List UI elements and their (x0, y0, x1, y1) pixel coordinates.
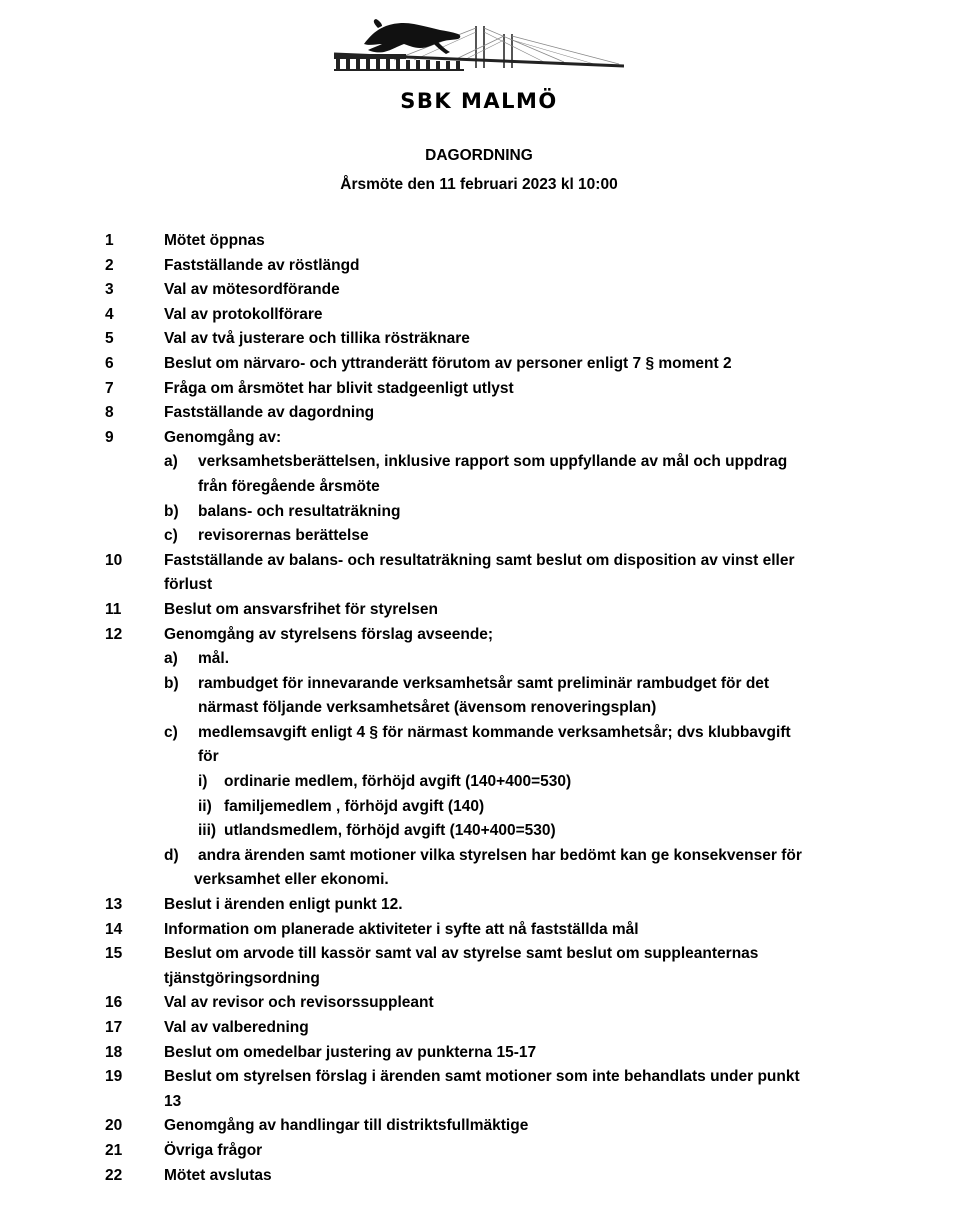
page-subtitle: Årsmöte den 11 februari 2023 kl 10:00 (340, 176, 618, 193)
subitem-text: andra ärenden samt motioner vilka styrelsen har bedömt kan ge konsekvenser för (198, 846, 802, 864)
subitem-letter: a) (164, 453, 178, 471)
item-number: 1 (105, 232, 114, 249)
dog-bridge-logo-icon (334, 18, 624, 88)
agenda-item (0, 329, 958, 354)
agenda-item-continuation (0, 1092, 958, 1117)
subsubitem-roman: ii) (198, 797, 212, 815)
item-text: Beslut om omedelbar justering av punkterna 15-17 (164, 1043, 537, 1061)
item-text: Mötet öppnas (164, 232, 265, 249)
subitem-letter: b) (164, 674, 179, 692)
agenda-item (0, 1116, 958, 1141)
agenda-subitem (0, 723, 958, 748)
agenda-item-continuation (0, 969, 958, 994)
page-title: DAGORDNING (425, 147, 533, 164)
agenda-subitem (0, 502, 958, 527)
agenda-item (0, 354, 958, 379)
agenda-item (0, 625, 958, 650)
agenda-subsubitem (0, 797, 958, 822)
item-text: Beslut om styrelsen förslag i ärenden samt motioner som inte behandlats under punkt (164, 1068, 800, 1086)
subitem-letter: a) (164, 650, 178, 668)
item-number: 2 (105, 256, 114, 274)
item-text: Val av två justerare och tillika rösträknare (164, 330, 470, 348)
subitem-text: balans- och resultaträkning (198, 502, 401, 520)
subitem-text: medlemsavgift enligt 4 § för närmast kommande verksamhetsår; dvs klubbavgift (198, 723, 791, 741)
item-text: Beslut i ärenden enligt punkt 12. (164, 896, 403, 914)
item-number: 22 (105, 1166, 123, 1184)
agenda-subsubitem (0, 772, 958, 797)
subitem-text: rambudget för innevarande verksamhetsår samt preliminär rambudget för det (198, 674, 770, 692)
subsubitem-text: utlandsmedlem, förhöjd avgift (140+400=530) (224, 822, 556, 840)
item-number: 18 (105, 1043, 123, 1061)
item-text: Genomgång av: (164, 428, 282, 446)
agenda-item (0, 1067, 958, 1092)
item-text: Fastställande av dagordning (164, 404, 375, 422)
agenda-subitem (0, 526, 958, 551)
agenda-item (0, 600, 958, 625)
item-text: 13 (164, 1092, 182, 1110)
agenda-item (0, 379, 958, 404)
item-text: Mötet avslutas (164, 1166, 272, 1184)
item-text: Fråga om årsmötet har blivit stadgeenligt utlyst (164, 379, 514, 397)
item-text: förlust (164, 576, 213, 594)
item-number: 6 (105, 354, 114, 372)
agenda-subitem (0, 846, 958, 871)
agenda-subitem-continuation (0, 477, 958, 502)
item-number: 5 (105, 330, 114, 348)
subsubitem-roman: iii) (198, 822, 217, 840)
subitem-text: verksamhetsberättelsen, inklusive rapport som uppfyllande av mål och uppdrag (198, 453, 788, 471)
subitem-text: från föregående årsmöte (198, 477, 380, 495)
item-text: Beslut om arvode till kassör samt val av styrelse samt beslut om suppleanternas (164, 945, 759, 963)
item-number: 19 (105, 1068, 123, 1086)
item-text: Genomgång av styrelsens förslag avseende; (164, 625, 494, 643)
agenda-list (0, 231, 958, 1190)
item-number: 11 (105, 600, 122, 618)
agenda-item (0, 403, 958, 428)
agenda-item-continuation (0, 575, 958, 600)
agenda-subitem-continuation (0, 747, 958, 772)
item-number: 9 (105, 428, 114, 446)
subitem-text: mål. (198, 650, 230, 668)
agenda-item (0, 551, 958, 576)
agenda-subitem (0, 649, 958, 674)
item-text: Fastställande av balans- och resultaträkning samt beslut om disposition av vinst eller (164, 551, 795, 569)
logo-wordmark: SBK MALMÖ (400, 89, 558, 113)
subitem-letter: c) (164, 723, 178, 741)
item-number: 3 (105, 281, 114, 299)
item-number: 20 (105, 1117, 123, 1135)
item-text: Genomgång av handlingar till distriktsfullmäktige (164, 1117, 529, 1135)
item-number: 8 (105, 404, 114, 422)
agenda-item (0, 993, 958, 1018)
subitem-text: närmast följande verksamhetsåret (ävensom renoveringsplan) (198, 699, 657, 717)
agenda-item (0, 944, 958, 969)
subitem-letter: b) (164, 502, 179, 520)
item-text: Val av protokollförare (164, 305, 323, 323)
item-number: 10 (105, 551, 123, 569)
agenda-item (0, 305, 958, 330)
subitem-text: revisorernas berättelse (198, 527, 369, 545)
agenda-subsubitem (0, 821, 958, 846)
item-text: Beslut om ansvarsfrihet för styrelsen (164, 600, 438, 618)
agenda-item (0, 1166, 958, 1191)
subitem-text: verksamhet eller ekonomi. (194, 871, 389, 889)
agenda-item (0, 895, 958, 920)
agenda-item (0, 231, 958, 256)
agenda-item (0, 428, 958, 453)
item-text: Val av mötesordförande (164, 281, 340, 299)
agenda-item (0, 280, 958, 305)
item-text: Information om planerade aktiviteter i syfte att nå fastställda mål (164, 920, 639, 938)
agenda-item (0, 1141, 958, 1166)
subitem-letter: d) (164, 846, 179, 864)
item-text: Val av revisor och revisorssuppleant (164, 994, 434, 1012)
item-number: 12 (105, 625, 123, 643)
agenda-subitem-continuation (0, 870, 958, 895)
agenda-subitem (0, 674, 958, 699)
item-number: 13 (105, 896, 123, 914)
item-number: 21 (105, 1141, 123, 1159)
item-text: Fastställande av röstlängd (164, 256, 360, 274)
item-number: 15 (105, 945, 123, 963)
item-number: 17 (105, 1019, 123, 1036)
item-text: tjänstgöringsordning (164, 969, 320, 987)
agenda-subitem (0, 452, 958, 477)
subitem-text: för (198, 748, 219, 766)
item-number: 4 (105, 305, 114, 323)
agenda-item (0, 256, 958, 281)
agenda-item (0, 920, 958, 945)
item-number: 7 (105, 379, 114, 397)
item-text: Övriga frågor (164, 1141, 263, 1159)
item-number: 16 (105, 994, 123, 1012)
agenda-subitem-continuation (0, 698, 958, 723)
item-text: Val av valberedning (164, 1019, 309, 1036)
item-number: 14 (105, 920, 123, 938)
subitem-letter: c) (164, 527, 178, 545)
agenda-item (0, 1018, 958, 1043)
subsubitem-text: familjemedlem , förhöjd avgift (140) (224, 797, 485, 815)
subsubitem-text: ordinarie medlem, förhöjd avgift (140+400=530) (224, 773, 572, 791)
item-text: Beslut om närvaro- och yttranderätt förutom av personer enligt 7 § moment 2 (164, 354, 732, 372)
agenda-item (0, 1043, 958, 1068)
club-logo (334, 18, 624, 113)
subsubitem-roman: i) (198, 773, 208, 791)
